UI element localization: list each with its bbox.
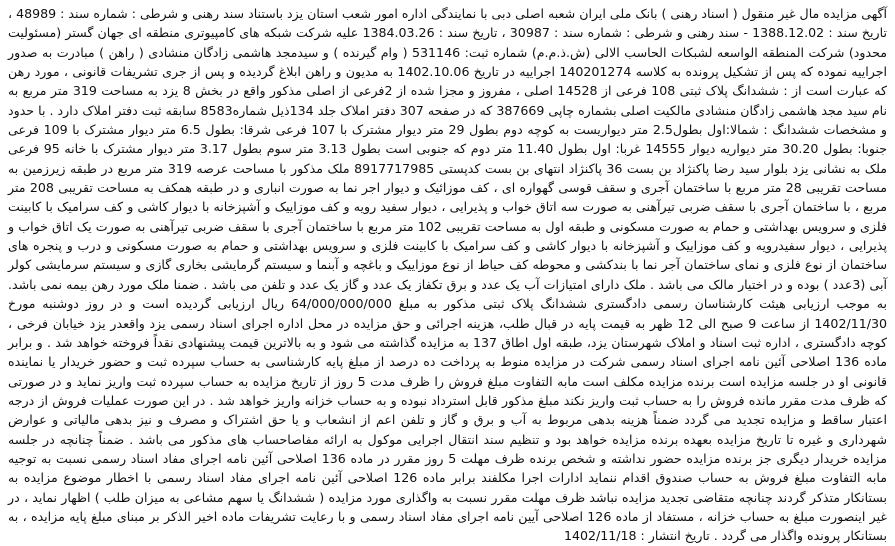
auction-notice-text: آگهی مزایده مال غیر منقول ( اسناد رهنی ) بانک ملی ایران شعبه اصلی دبی با نمایندگی اداره امور شعب استان یزد باستناد سند رهنی و شرطی : شماره سند : 48989 ، تاریخ سند : 1388.12.02 - سند رهنی و شرطی : شماره سند : 30987 ، تاریخ سند : 1384.03.26 علیه شرکت شبکه های کامپیوتری منطقه ای جهان گستر (مسئولیت محدود) شرکت المنطقه الواسعه لشبکات الحاسب الالی (ش.ذ.م.م) شماره ثبت: 531146 ( وام گیرنده ) و سیدمجد هاشمی زادگان منشادی ( راهن ) مبادرت به صدور اجراییه نموده که پس از تشکیل پرونده به کلاسه 140201274 اجراییه در تاریخ 1402.10.06 به مدیون و راهن ابلاغ گردیده و پس از جری تشریفات قانونی ، مورد رهن که عبارت است از : ششدانگ پلاک ثبتی 108 فرعی از 14528 اصلی ، مفروز و مجزا شده از 2فرعی از اصلی مذکور واقع در بخش 8 یزد به مساحت 319 متر مربع به نام سید مجد هاشمی زادگان منشادی مالکیت اصلی بشماره چاپی 387669 که در صفحه 307 دفتر املاک جلد 134ذیل شماره8583 سابقه ثبت دفتر املاک دارد . با حدود و مشخصات ششدانگ : شمالا:اول بطول2.5 متر دیواریست به کوچه دوم بطول 29 متر دیوار مشترک با 107 فرعی شرقا: بطول 6.5 متر دیوار مشترک با 109 فرعی جنوبا: بطول 30.20 متر دیواریه دیوار 14555 غربا: اول بطول 11.40 متر دوم که جنوبی است بطول 3.13 متر سوم بطول 3.17 متر دیوار مشترک با خانه 95 فرعی ملک به نشانی یزد بلوار سید رضا پاکنژاد بن بست 36 پاکنژاد انتهای بن بست کدپستی 8917717985 ملک مذکور با مساحت عرصه 319 متر مربع در طبقه زیرزمین به مساحت تقریبی 28 متر مربع با ساختمان آجری و سقف قوسی گهواره ای ، کف موزائیک و دیوار اجر نما به صورت انباری و در طبقه همکف به مساحت تقریبی 208 متر مربع ، با ساختمان آجری با سقف ضربی تیرآهنی به صورت سه اتاق خواب و پذیرایی ، دیوار سفید رویه و کف موزاییک و آشپزخانه با دیوار کاشی و کف سرامیک با کابینت فلزی و سرویس بهداشتی و حمام به صورت مسکونی و طبقه اول به مساحت تقریبی 102 متر مربع با ساختمان آجری با سقف ضربی تیرآهنی به صورت یک اتاق خواب و پذیرایی ، دیوار سفیدرویه و کف موزاییک و آشپزخانه با دیوار کاشی و کف سرامیک با کابینت فلزی و سرویس بهداشتی و حمام به صورت مسکونی و درب و پنجره های ساختمان از نوع فلزی و نمای ساختمان آجر نما با بندکشی و محوطه کف حیاط از نوع موزاییک و باغچه و آبنما و سیستم گرمایشی بخاری گازی و سیستم سرمایشی کولر آبی (3عدد ) بوده و در اختیار مالک می باشد . ملک دارای امتیازات آب یک عدد و برق تکفاز یک عدد و گاز یک عدد و تلفن می باشد . ضمنا ملک مورد رهن بیمه نمی باشد. به موجب ارزیابی هیئت کارشناسان رسمی دادگستری ششدانگ پلاک ثبتی مذکور به مبلغ 64/000/000/000 ریال ارزیابی گردیده است و در روز دوشنبه مورخ 1402/11/30 از ساعت 9 صبح الی 12 ظهر به قیمت پایه در قبال طلب، هزینه اجرائی و حق مزایده در محل اداره اجرای اسناد رسمی یزد واقعدر یزد خیابان فرخی ، کوچه دادگستری ، اداره ثبت اسناد و املاک شهرستان یزد، طبقه اول اطاق 137 به مزایده گذاشته می شود و به بالاترین قیمت پیشنهادی نقداً فروخته خواهد شد . و برابر ماده 136 اصلاحی آئین نامه اجرای اسناد رسمی شرکت در مزایده منوط به پرداخت ده درصد از مبلغ پایه کارشناسی به حساب سپرده ثبت و حضور خریدار یا نماینده قانونی او در جلسه مزایده است برنده مزایده مکلف است مابه التفاوت مبلغ فروش را ظرف مدت 5 روز از تاریخ مزایده به حساب سپرده ثبت واریز نماید و در صورتی که ظرف مدت مقرر مانده فروش را به حساب ثبت واریز نکند مبلغ مذکور قابل استرداد نبوده و به حساب خزانه واریز خواهد شد . در این صورت عملیات فروش از درجه اعتبار ساقط و مزایده تجدید می گردد ضمناً هزینه بدهی مربوط به آب و برق و گاز و تلفن اعم از انشعاب و یا حق اشتراک و مصرف و نیز بدهی مالیاتی و عوارض شهرداری و غیره تا تاریخ مزایده بعهده برنده مزایده خواهد بود و تنظیم سند انتقال اجرایی موکول به ارائه مفاصاحساب های مذکور می باشد . ضمناً چنانچه در جلسه مزایده خریدار دیگری جز برنده مزایده حضور نداشته و شخص برنده ظرف مهلت 5 روز مقرر در ماده 136 اصلاحی آئین نامه اجرای مفاد اسناد رسمی نسبت به توجیه مابه التفاوت مبلغ فروش به حساب صندوق اقدام ننماید ادارات اجرا مکلفند برابر ماده 126 اصلاحی آئین نامه اجرای مفاد اسناد رسمی با اخطار موضوع مزایده به بستانکار متذکر گردند چنانچه متقاضی تجدید مزایده نباشد ظرف مهلت مقرر نسبت به واگذاری مورد مزایده ( ششدانگ یا سهم مشاعی به میزان طلب ) اظهار نماید ، در غیر اینصورت مبلغ به حساب خزانه ، مستفاد از ماده 126 اصلاحی آیین نامه اجرای مفاد اسناد رسمی و با رعایت تشریفات ماده اخیر الذکر بر مبنای مبلغ پایه مزایده ، به بستانکار پرونده واگذار می گردد . تاریخ انتشار : 1402/11/18	[8, 6, 888, 544]
